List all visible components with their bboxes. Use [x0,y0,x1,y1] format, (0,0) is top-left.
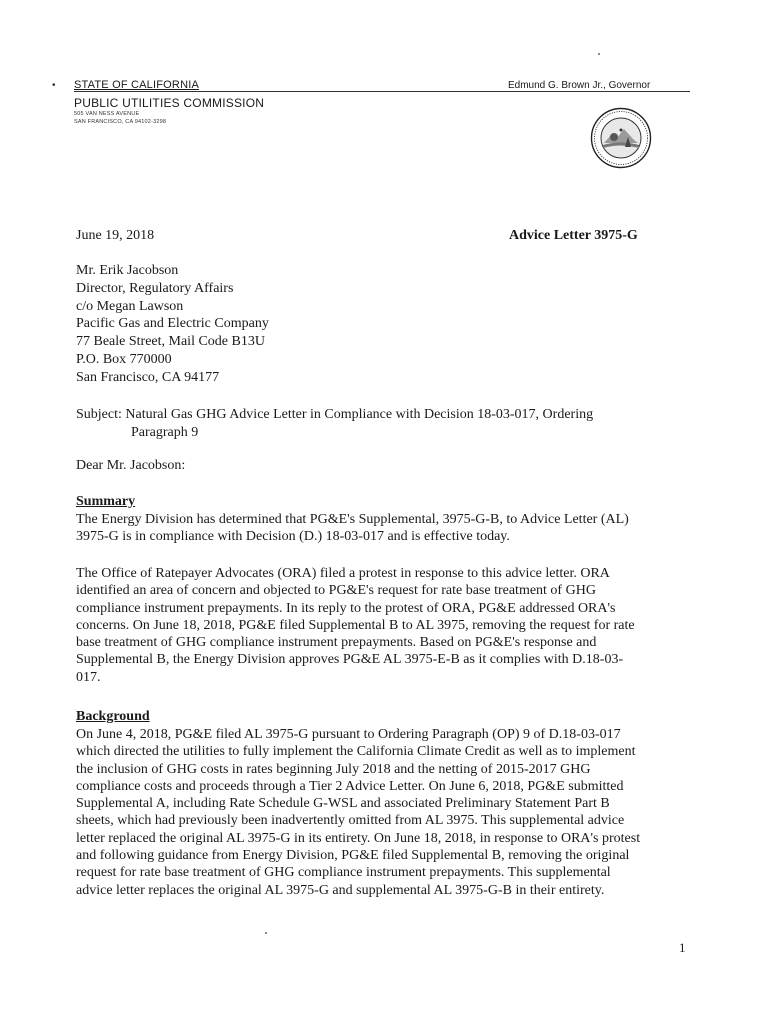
state-of-california: STATE OF CALIFORNIA [74,79,200,91]
background-paragraph [76,726,676,899]
margin-dot: • [52,80,56,91]
text-line: request for rate base treatment of GHG compliance instrument prepayments. This supplemental [76,865,611,881]
letter-date: June 19, 2018 [76,228,155,243]
text-line: On June 4, 2018, PG&E filed AL 3975-G pursuant to Ordering Paragraph (OP) 9 of D.18-03-017 [76,727,621,742]
subject-line-continued: Paragraph 9 [131,425,199,440]
addressee-line: Director, Regulatory Affairs [76,280,234,296]
commission-name: PUBLIC UTILITIES COMMISSION [74,96,265,110]
addressee-line: Pacific Gas and Electric Company [76,316,269,332]
background-heading: Background [76,709,150,724]
governor-name: Edmund G. Brown Jr., Governor [508,80,651,91]
ora-paragraph [76,565,676,686]
text-line: The Office of Ratepayer Advocates (ORA) filed a protest in response to this advice letter. ORA [76,566,610,581]
text-line: advice letter replaces the original AL 3975-G and supplemental AL 3975-G-B in their entirety. [76,882,605,898]
state-seal-icon [590,107,652,169]
address-line-2: SAN FRANCISCO, CA 94102-3298 [74,119,167,125]
scan-speck [265,932,267,934]
text-line: which directed the utilities to fully implement the California Climate Credit as well as to implement [76,744,636,760]
text-line: Supplemental B, the Energy Division approves PG&E AL 3975-E-B as it complies with D.18-03- [76,652,624,668]
text-line: compliance instrument prepayments. In its reply to the protest of ORA, PG&E addressed ORA's [76,600,616,616]
text-line: base treatment of GHG compliance instrument prepayments. Based on PG&E's response and [76,635,597,651]
advice-letter-number: Advice Letter 3975-G [509,228,638,243]
text-line: the inclusion of GHG costs in rates beginning July 2018 and the netting of 2015-2017 GHG [76,761,591,777]
text-line: and following guidance from Energy Division, PG&E filed Supplemental B, removing the original [76,848,630,864]
addressee-line: P.O. Box 770000 [76,351,172,367]
text-line: concerns. On June 18, 2018, PG&E filed Supplemental B to AL 3975, removing the request for rate [76,617,635,633]
summary-paragraph [76,511,676,546]
address-line-1: 505 VAN NESS AVENUE [74,111,140,117]
addressee-line: Mr. Erik Jacobson [76,263,179,278]
subject-line: Subject: Natural Gas GHG Advice Letter in Compliance with Decision 18-03-017, Ordering [76,407,594,422]
addressee-line: San Francisco, CA 94177 [76,369,220,385]
text-line: 3975-G is in compliance with Decision (D.) 18-03-017 and is effective today. [76,529,510,545]
salutation: Dear Mr. Jacobson: [76,458,186,473]
scan-speck [598,53,600,55]
addressee-line: 77 Beale Street, Mail Code B13U [76,334,265,350]
text-line: compliance costs and proceeds through a Tier 2 Advice Letter. On June 6, 2018, PG&E submitted [76,778,624,794]
text-line: letter replaced the original AL 3975-G in its entirety. On June 18, 2018, in response to ORA's protest [76,830,641,846]
text-line: sheets, which had previously been inadvertently omitted from AL 3975. This supplemental advice [76,813,625,829]
addressee-line: c/o Megan Lawson [76,298,184,314]
text-line: 017. [76,669,101,685]
page-number: 1 [679,940,686,955]
text-line: The Energy Division has determined that PG&E's Supplemental, 3975-G-B, to Advice Letter (AL) [76,512,629,527]
summary-heading: Summary [76,494,136,509]
letterhead-rule [74,91,690,92]
text-line: Supplemental A, including Rate Schedule G-WSL and associated Preliminary Statement Part B [76,796,610,812]
subject-block [76,406,656,442]
addressee-block [76,262,269,387]
text-line: identified an area of concern and objected to PG&E's request for rate base treatment of GHG [76,583,596,599]
